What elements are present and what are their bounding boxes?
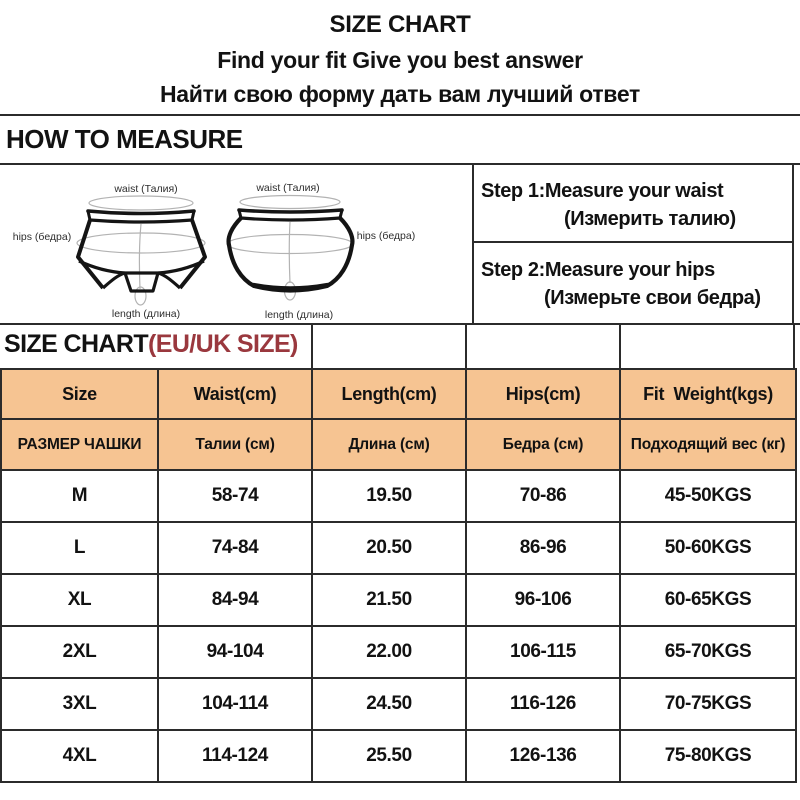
cell-length: 21.50: [312, 574, 466, 626]
cell-waist: 84-94: [158, 574, 312, 626]
cell-hips: 106-115: [466, 626, 620, 678]
cell-weight: 50-60KGS: [620, 522, 796, 574]
grid-line: [793, 325, 795, 368]
col-header-size-ru: РАЗМЕР ЧАШКИ: [1, 419, 158, 470]
cell-length: 25.50: [312, 730, 466, 782]
subtitle-english: Find your fit Give you best answer: [217, 47, 583, 73]
step-2-text-ru: (Измерьте свои бедра): [544, 287, 761, 309]
cell-size: L: [1, 522, 158, 574]
size-row-m: [1, 470, 796, 522]
cell-length: 20.50: [312, 522, 466, 574]
back-hips-label: hips (бедра): [356, 230, 416, 242]
cell-size: 4XL: [1, 730, 158, 782]
how-to-measure-section: [0, 163, 800, 325]
table-header-row-en: [1, 369, 796, 419]
measure-steps-box: [472, 165, 794, 323]
size-chart-heading: [4, 330, 298, 359]
col-header-hips: Hips(cm): [466, 369, 620, 419]
how-to-measure-heading: HOW TO MEASURE: [6, 124, 243, 154]
cell-length: 24.50: [312, 678, 466, 730]
col-header-waist-ru: Талии (см): [158, 419, 312, 470]
cell-waist: 94-104: [158, 626, 312, 678]
size-row-2xl: [1, 626, 796, 678]
cell-hips: 70-86: [466, 470, 620, 522]
col-header-waist: Waist(cm): [158, 369, 312, 419]
col-header-hips-ru: Бедра (см): [466, 419, 620, 470]
cell-weight: 65-70KGS: [620, 626, 796, 678]
step-2-text-en: Step 2:Measure your hips: [481, 259, 715, 281]
cell-waist: 58-74: [158, 470, 312, 522]
cell-hips: 126-136: [466, 730, 620, 782]
cell-length: 22.00: [312, 626, 466, 678]
back-length-label: length (длина): [264, 309, 334, 321]
back-waist-label: waist (Талия): [256, 182, 320, 194]
subtitle-russian: Найти свою форму дать вам лучший ответ: [160, 81, 640, 107]
grid-line: [465, 325, 467, 368]
front-hips-label: hips (бедра): [12, 231, 72, 243]
size-row-l: [1, 522, 796, 574]
cell-waist: 104-114: [158, 678, 312, 730]
cell-length: 19.50: [312, 470, 466, 522]
cell-weight: 60-65KGS: [620, 574, 796, 626]
size-chart-heading-red: (EU/UK SIZE): [148, 330, 298, 358]
measure-step-2: [474, 243, 792, 323]
front-length-label: length (длина): [111, 308, 181, 320]
measure-diagrams: [0, 165, 472, 323]
cell-size: 2XL: [1, 626, 158, 678]
size-chart-heading-row: [0, 325, 800, 368]
col-header-weight-ru: Подходящий вес (кг): [620, 419, 796, 470]
step-1-text-en: Step 1:Measure your waist: [481, 180, 724, 202]
top-divider: [0, 114, 800, 116]
panties-back-diagram: [227, 182, 415, 321]
size-row-3xl: [1, 678, 796, 730]
cell-hips: 116-126: [466, 678, 620, 730]
grid-line: [619, 325, 621, 368]
cell-size: 3XL: [1, 678, 158, 730]
size-row-xl: [1, 574, 796, 626]
col-header-length-ru: Длина (см): [312, 419, 466, 470]
front-waist-label: waist (Талия): [114, 183, 178, 195]
measure-step-1: [474, 165, 792, 243]
cell-size: M: [1, 470, 158, 522]
page-title: SIZE CHART: [329, 11, 471, 38]
size-row-4xl: [1, 730, 796, 782]
cell-waist: 114-124: [158, 730, 312, 782]
col-header-weight: Fit Weight(kgs): [620, 369, 796, 419]
cell-weight: 75-80KGS: [620, 730, 796, 782]
cell-hips: 86-96: [466, 522, 620, 574]
cell-hips: 96-106: [466, 574, 620, 626]
col-header-size: Size: [1, 369, 158, 419]
table-header-row-ru: [1, 419, 796, 470]
cell-size: XL: [1, 574, 158, 626]
panties-front-diagram: [13, 183, 205, 320]
cell-weight: 70-75KGS: [620, 678, 796, 730]
size-chart-heading-black: SIZE CHART: [4, 330, 149, 358]
grid-line: [311, 325, 313, 368]
cell-waist: 74-84: [158, 522, 312, 574]
col-header-length: Length(cm): [312, 369, 466, 419]
cell-weight: 45-50KGS: [620, 470, 796, 522]
size-table: [0, 368, 797, 783]
step-1-text-ru: (Измерить талию): [564, 208, 736, 230]
